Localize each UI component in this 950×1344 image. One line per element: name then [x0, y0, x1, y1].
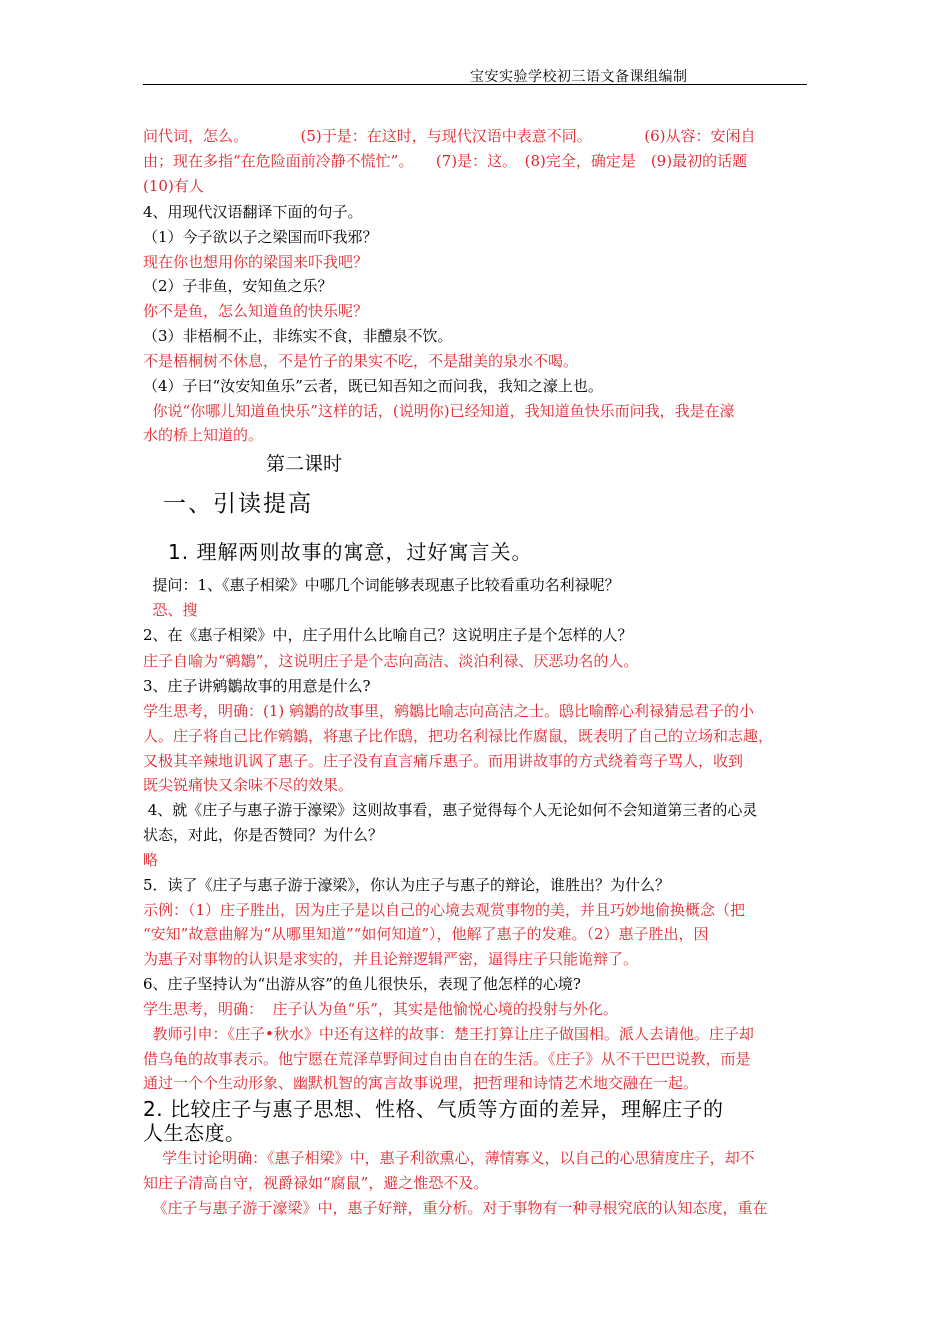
answer-line: 现在你也想用你的梁国来吓我吧？	[143, 253, 369, 271]
subsection-title-2: 2. 比较庄子与惠子思想、性格、气质等方面的差异，理解庄子的	[143, 1097, 724, 1121]
answer-line: 庄子自喻为“鹓鶵”，这说明庄子是个志向高洁、淡泊利禄、厌恶功名的人。	[143, 652, 639, 670]
answer-line: 你不是鱼，怎么知道鱼的快乐呢？	[143, 302, 369, 320]
answer-line: 示例：（1）庄子胜出，因为庄子是以自己的心境去观赏事物的美，并且巧妙地偷换概念（把	[143, 901, 746, 919]
question-line: 状态，对此，你是否赞同？为什么？	[143, 826, 384, 844]
question-line: 4、就《庄子与惠子游于濠梁》这则故事看，惠子觉得每个人无论如何不会知道第三者的心灵	[143, 801, 758, 819]
question-line: 3、庄子讲鹓鶵故事的用意是什么?	[143, 677, 371, 695]
question-line: （3）非梧桐不止，非练实不食，非醴泉不饮。	[143, 327, 453, 345]
question-line: （1）今子欲以子之梁国而吓我邪？	[143, 228, 378, 246]
header-rule	[143, 84, 807, 85]
answer-line: 学生思考，明确：(1) 鹓鶵的故事里，鹓鶵比喻志向高洁之士。鸱比喻醉心利禄猜忌君子的小	[143, 702, 755, 720]
question-line: （4）子曰“汝安知鱼乐”云者，既已知吾知之而问我，我知之濠上也。	[143, 377, 603, 395]
question-line: 5．读了《庄子与惠子游于濠梁》，你认为庄子与惠子的辩论，谁胜出？为什么？	[143, 876, 671, 894]
answer-line: 《庄子与惠子游于濠梁》中，惠子好辩，重分析。对于事物有一种寻根究底的认知态度，重在	[143, 1199, 768, 1217]
answer-line: 人。庄子将自己比作鹓鶵，将惠子比作鸱，把功名利禄比作腐鼠，既表明了自己的立场和志趣，	[143, 727, 774, 745]
answer-line: 知庄子清高自守，视爵禄如“腐鼠”，避之惟恐不及。	[143, 1174, 489, 1192]
question-line: 提问：1、《惠子相梁》中哪几个词能够表现惠子比较看重功名利禄呢？	[143, 576, 620, 594]
answer-line: 借乌龟的故事表示。他宁愿在荒泽草野间过自由自在的生活。《庄子》从不干巴巴说教，而是	[143, 1050, 751, 1068]
subsection-title-2-cont: 人生态度。	[143, 1121, 246, 1145]
answer-line: 学生讨论明确：《惠子相梁》中，惠子利欲熏心，薄情寡义，以自己的心思猜度庄子，却不	[143, 1149, 755, 1167]
answer-line: 不是梧桐树不休息，不是竹子的果实不吃，不是甜美的泉水不喝。	[143, 352, 579, 370]
answer-line: 恐、搜	[143, 601, 198, 619]
lesson-title: 第二课时	[266, 453, 343, 475]
answer-line: “安知”故意曲解为“从哪里知道”“如何知道”），他解了惠子的发难。（2）惠子胜出，因	[143, 925, 709, 943]
page-header: 宝安实验学校初三语文备课组编制	[470, 69, 688, 85]
question-line: 6、庄子坚持认为“出游从容”的鱼儿很快乐，表现了他怎样的心境?	[143, 975, 581, 993]
note-line: 问代词，怎么。 (5)于是：在这时，与现代汉语中表意不同。 (6)从容：安闲自	[143, 127, 756, 145]
answer-line: 你说“你哪儿知道鱼快乐”这样的话，(说明你)已经知道，我知道鱼快乐而问我，我是在濠	[143, 402, 735, 420]
note-line: 由；现在多指“在危险面前冷静不慌忙”。 (7)是：这。 (8)完全，确定是 (9)最初的话题	[143, 152, 748, 170]
question-line: 4、用现代汉语翻译下面的句子。	[143, 203, 363, 221]
section-title: 一、引读提高	[163, 491, 313, 517]
answer-line: 学生思考，明确： 庄子认为鱼“乐”，其实是他愉悦心境的投射与外化。	[143, 1000, 618, 1018]
answer-line: 通过一个个生动形象、幽默机智的寓言故事说理，把哲理和诗情艺术地交融在一起。	[143, 1074, 699, 1092]
answer-line: 教师引申：《庄子•秋水》中还有这样的故事：楚王打算让庄子做国相。派人去请他。庄子却	[143, 1025, 754, 1043]
answer-line: 既尖锐痛快又余味不尽的效果。	[143, 776, 354, 794]
question-line: 2、在《惠子相梁》中，庄子用什么比喻自己？这说明庄子是个怎样的人？	[143, 626, 633, 644]
answer-line: 略	[143, 851, 159, 869]
note-line: (10)有人	[143, 177, 204, 195]
answer-line: 为惠子对事物的认识是求实的，并且论辩逻辑严密，逼得庄子只能诡辩了。	[143, 950, 639, 968]
answer-line: 水的桥上知道的。	[143, 426, 264, 444]
subsection-title-1: 1. 理解两则故事的寓意，过好寓言关。	[168, 540, 533, 564]
answer-line: 又极其辛辣地讥讽了惠子。庄子没有直言痛斥惠子。而用讲故事的方式绕着弯子骂人，收到	[143, 752, 744, 770]
question-line: （2）子非鱼，安知鱼之乐？	[143, 277, 333, 295]
